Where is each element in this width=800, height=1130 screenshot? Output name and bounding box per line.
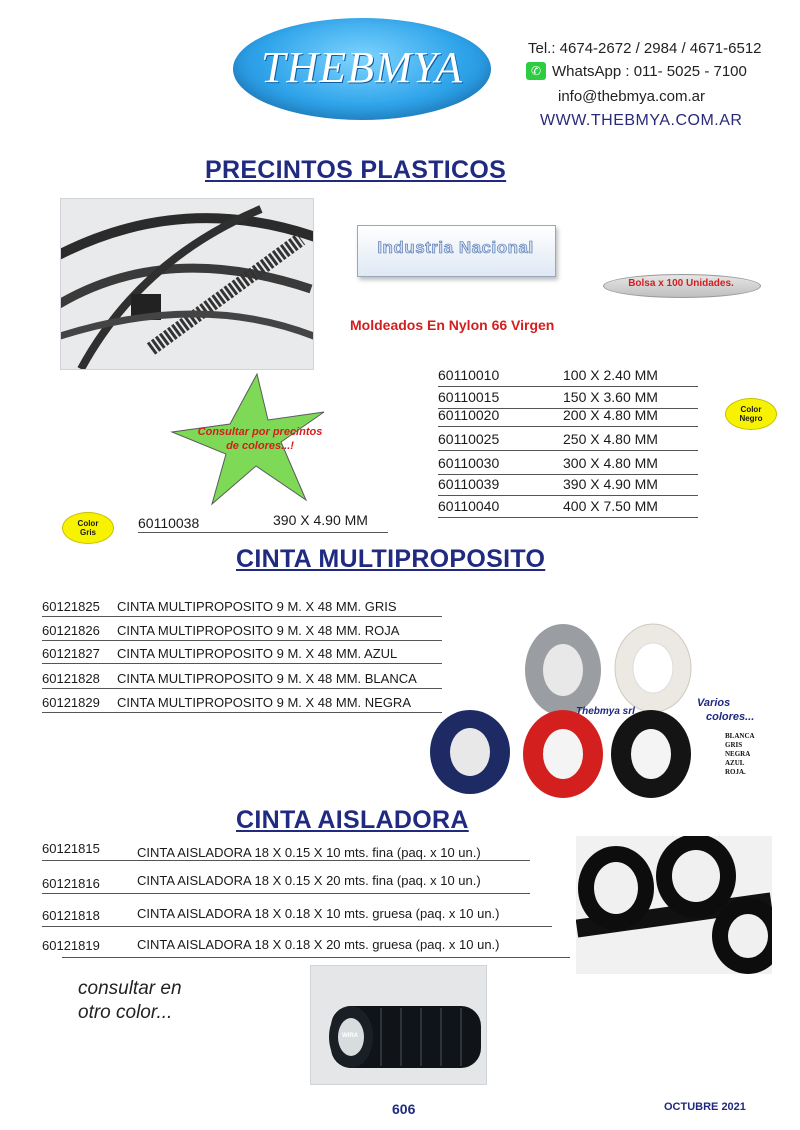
spec-row <box>438 406 698 427</box>
item-code: 60121825 <box>42 599 100 614</box>
item-code: 60121818 <box>42 908 100 923</box>
section-title-aisladora: CINTA AISLADORA <box>236 806 469 834</box>
section-title-precintos: PRECINTOS PLASTICOS <box>205 156 507 184</box>
bolsa-label: Bolsa x 100 Unidades. <box>628 278 734 289</box>
item-code: 60121819 <box>42 938 100 953</box>
item-code: 60121826 <box>42 623 100 638</box>
row-divider <box>42 926 552 927</box>
row-divider <box>42 860 530 861</box>
consultar-line: otro color... <box>78 1002 173 1023</box>
spec-row <box>438 430 698 451</box>
item-desc: CINTA AISLADORA 18 X 0.15 X 20 mts. fina (paq. x 10 un.) <box>137 873 481 888</box>
spec-code: 60110039 <box>438 476 500 492</box>
spec-row-gris <box>138 514 388 533</box>
row-divider <box>42 893 530 894</box>
badge-color-negro <box>725 398 777 430</box>
tape-stack-photo <box>310 965 487 1085</box>
spec-code: 60110010 <box>438 367 500 383</box>
list-item <box>42 670 442 689</box>
cable-ties-photo <box>60 198 314 370</box>
list-item <box>42 622 442 641</box>
varios-line: colores... <box>706 711 755 723</box>
spec-size: 100 X 2.40 MM <box>563 367 658 383</box>
spec-row <box>438 454 698 475</box>
insulating-tape-photo <box>576 836 772 974</box>
spec-size: 390 X 4.90 MM <box>273 512 368 528</box>
item-code: 60121815 <box>42 841 100 856</box>
item-desc: CINTA AISLADORA 18 X 0.18 X 20 mts. gruesa (paq. x 10 un.) <box>137 937 500 952</box>
badge-color-gris <box>62 512 114 544</box>
contact-whatsapp: WhatsApp : 011- 5025 - 7100 <box>552 63 747 80</box>
industria-nacional-label: Industria Nacional <box>377 238 534 257</box>
spec-size: 390 X 4.90 MM <box>563 476 658 492</box>
material-note: Moldeados En Nylon 66 Virgen <box>350 317 555 333</box>
badge-line: Gris <box>79 528 96 537</box>
item-desc: CINTA MULTIPROPOSITO 9 M. X 48 MM. GRIS <box>117 599 397 614</box>
item-desc: CINTA MULTIPROPOSITO 9 M. X 48 MM. AZUL <box>117 646 398 661</box>
item-desc: CINTA AISLADORA 18 X 0.15 X 10 mts. fina (paq. x 10 un.) <box>137 845 481 860</box>
list-item <box>42 694 442 713</box>
spec-row <box>438 366 698 387</box>
brand-name: THEBMYA <box>261 43 463 92</box>
whatsapp-icon: ✆ <box>526 62 546 80</box>
item-code: 60121816 <box>42 876 100 891</box>
badge-line: Negro <box>739 414 763 423</box>
spec-code: 60110038 <box>138 515 200 531</box>
spec-code: 60110020 <box>438 407 500 423</box>
spec-row <box>438 497 698 518</box>
spec-code: 60110030 <box>438 455 500 471</box>
spec-code: 60110025 <box>438 431 500 447</box>
spec-size: 300 X 4.80 MM <box>563 455 658 471</box>
color-item: NEGRA <box>725 750 751 758</box>
tape-brand-label: WIRA <box>342 1033 358 1039</box>
varios-line: Varios <box>697 697 731 709</box>
badge-line: Color <box>77 519 99 528</box>
list-item <box>42 645 442 664</box>
contact-tel: Tel.: 4674-2672 / 2984 / 4671-6512 <box>528 40 762 57</box>
star-note: Consultar por precintos de colores...! <box>197 426 323 452</box>
item-code: 60121827 <box>42 646 100 661</box>
color-item: ROJA. <box>725 768 746 776</box>
item-desc: CINTA AISLADORA 18 X 0.18 X 10 mts. gruesa (paq. x 10 un.) <box>137 906 500 921</box>
list-item <box>42 598 442 617</box>
consultar-note <box>78 977 182 1025</box>
edition-date: OCTUBRE 2021 <box>664 1101 746 1113</box>
color-item: GRIS <box>725 741 743 749</box>
color-item: AZUL <box>725 759 745 767</box>
item-desc: CINTA MULTIPROPOSITO 9 M. X 48 MM. ROJA <box>117 623 400 638</box>
page-number: 606 <box>392 1101 416 1117</box>
badge-line: Color <box>740 405 762 414</box>
section-title-multiproposito: CINTA MULTIPROPOSITO <box>236 545 546 573</box>
spec-size: 200 X 4.80 MM <box>563 407 658 423</box>
colors-list <box>725 732 755 777</box>
spec-row <box>438 475 698 496</box>
item-desc: CINTA MULTIPROPOSITO 9 M. X 48 MM. BLANCA <box>117 671 417 686</box>
spec-size: 400 X 7.50 MM <box>563 498 658 514</box>
spec-size: 150 X 3.60 MM <box>563 389 658 405</box>
website-link[interactable]: WWW.THEBMYA.COM.AR <box>540 112 743 129</box>
tapes-photo <box>425 622 715 800</box>
spec-code: 60110015 <box>438 389 500 405</box>
row-divider <box>62 957 570 958</box>
spec-size: 250 X 4.80 MM <box>563 431 658 447</box>
item-code: 60121829 <box>42 695 100 710</box>
color-item: BLANCA <box>725 732 755 740</box>
consultar-line: consultar en <box>78 978 182 999</box>
item-desc: CINTA MULTIPROPOSITO 9 M. X 48 MM. NEGRA <box>117 695 411 710</box>
spec-code: 60110040 <box>438 498 500 514</box>
item-code: 60121828 <box>42 671 100 686</box>
contact-email[interactable]: info@thebmya.com.ar <box>558 88 705 105</box>
photo-label: Thebmya srl <box>576 706 635 717</box>
